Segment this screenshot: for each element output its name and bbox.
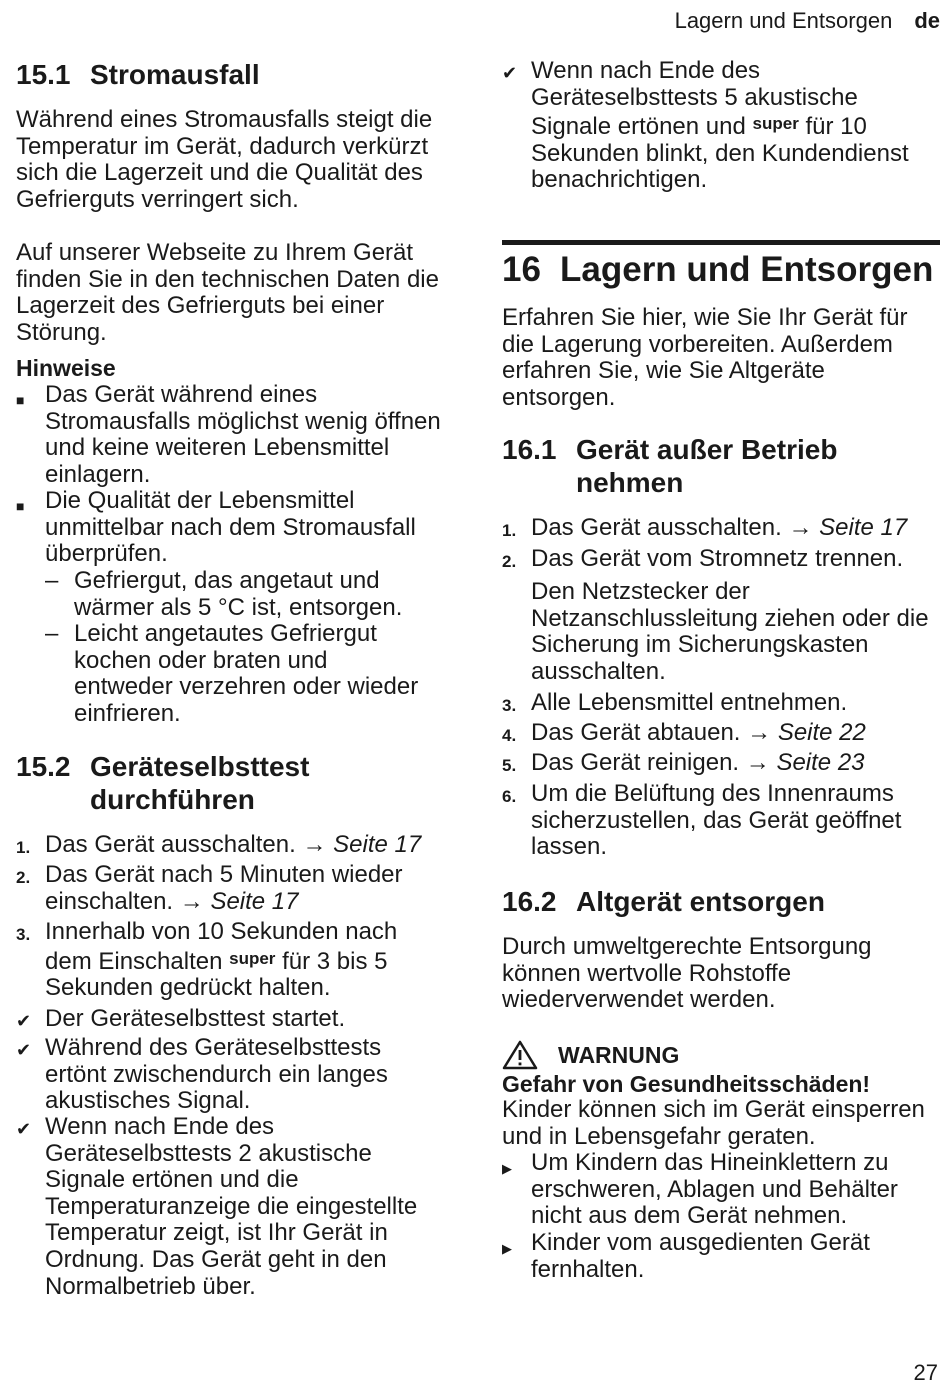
action-item <box>502 1230 942 1283</box>
step-text: Das Gerät vom Stromnetz trennen. <box>531 545 904 572</box>
list-item-text: Das Gerät während eines Stromausfalls möglichst wenig öffnen und keine weiteren Lebensmittel einlagern. <box>45 381 441 488</box>
super-button-symbol: super <box>752 114 799 134</box>
header-language: de <box>914 8 940 33</box>
dash-bullet-icon: – <box>45 567 59 594</box>
sub-list-item <box>45 568 465 621</box>
page-number: 27 <box>913 1360 938 1385</box>
result-item <box>16 1114 456 1300</box>
paragraph: Während eines Stromausfalls steigt die Temperatur im Gerät, dadurch verkürzt sich die Lagerzeit und die Qualität des Gefrierguts verringert sich. <box>16 106 433 213</box>
list-item-text: Leicht angetautes Gefriergut kochen oder braten und entweder verzehren oder wieder einfrieren. <box>74 620 419 727</box>
section-title: Altgerät entsorgen <box>576 886 825 917</box>
section-title: Stromausfall <box>90 59 260 90</box>
step-text: Das Gerät abtauen. <box>531 719 741 746</box>
chapter-title: Lagern und Entsorgen <box>560 250 934 289</box>
warning-header <box>502 1040 679 1070</box>
step-number: 5. <box>502 756 517 775</box>
check-icon: ✔ <box>16 1011 32 1031</box>
result-item <box>16 1006 456 1035</box>
arrow-right-icon: → <box>302 831 327 858</box>
action-text: Kinder vom ausgedienten Gerät fernhalten. <box>531 1229 870 1283</box>
step-text: Das Gerät ausschalten. <box>45 831 296 858</box>
page-reference[interactable]: Seite 17 <box>210 887 299 915</box>
arrow-right-icon: → <box>747 719 772 746</box>
step-text: Das Gerät ausschalten. <box>531 514 782 541</box>
warning-triangle-icon <box>502 1040 538 1070</box>
page-reference[interactable]: Seite 17 <box>333 831 422 858</box>
step-number: 3. <box>502 696 517 715</box>
step-text: für 3 bis 5 Sekunden gedrückt halten. <box>45 947 388 1002</box>
step-item <box>502 546 942 576</box>
list-item <box>16 382 446 488</box>
result-text: für 10 Sekunden blinkt, den Kundendienst benachrichtigen. <box>531 113 909 194</box>
step-text: Innerhalb von 10 Sekunden nach dem Einschalten <box>45 918 398 975</box>
paragraph: Erfahren Sie hier, wie Sie Ihr Gerät für die Lagerung vorbereiten. Außerdem erfahren Sie, wie Sie Altgeräte entsorgen. <box>502 304 908 411</box>
result-text: Der Geräteselbsttest startet. <box>45 1005 346 1032</box>
result-text: Während des Geräteselbsttests ertönt zwischendurch ein langes akustisches Signal. <box>45 1034 388 1115</box>
step-number: 2. <box>502 552 517 571</box>
step-item <box>502 515 942 545</box>
chapter-rule <box>502 240 940 245</box>
chapter-number: 16 <box>502 250 541 289</box>
arrow-right-icon: → <box>788 514 813 541</box>
heading-15-2 <box>16 750 456 816</box>
step-number: 6. <box>502 787 517 806</box>
step-number: 2. <box>16 868 31 887</box>
super-button-symbol: super <box>229 948 276 968</box>
warning-title: Gefahr von Gesundheitsschäden! <box>502 1071 871 1097</box>
paragraph: Durch umweltgerechte Entsorgung können wertvolle Rohstoffe wiederverwendet werden. <box>502 933 872 1014</box>
dash-bullet-icon: – <box>45 620 59 647</box>
paragraph: Auf unserer Webseite zu Ihrem Gerät finden Sie in den technischen Daten die Lagerzeit des Gefrierguts bei einer Störung. <box>16 239 439 346</box>
list-item <box>16 488 456 568</box>
heading-16 <box>502 250 933 290</box>
step-text: Um die Belüftung des Innenraums sicherzustellen, das Gerät geöffnet lassen. <box>531 780 902 861</box>
result-item <box>16 1035 431 1115</box>
square-bullet-icon: ■ <box>16 392 25 408</box>
step-item <box>16 919 426 1002</box>
section-title: Gerät außer Betrieb nehmen <box>576 434 838 498</box>
header-chapter: Lagern und Entsorgen <box>674 8 893 33</box>
arrow-right-icon: → <box>179 887 204 915</box>
heading-16-2 <box>502 885 825 918</box>
notes-title: Hinweise <box>16 355 116 381</box>
result-item <box>502 58 942 194</box>
page-reference[interactable]: Seite 23 <box>776 749 865 776</box>
check-icon: ✔ <box>502 63 518 83</box>
list-item-text: Die Qualität der Lebensmittel unmittelbar nach dem Stromausfall überprüfen. <box>45 487 416 568</box>
step-number: 1. <box>502 521 517 540</box>
section-number: 16.1 <box>502 434 557 465</box>
step-number: 4. <box>502 726 517 745</box>
section-number: 15.1 <box>16 59 71 90</box>
section-title: Geräteselbsttest durchführen <box>90 751 310 815</box>
triangle-bullet-icon: ▶ <box>502 1241 512 1256</box>
arrow-right-icon: → <box>745 749 770 776</box>
step-number: 1. <box>16 838 31 857</box>
page-header <box>675 8 940 34</box>
result-text: Wenn nach Ende des Geräteselbsttests 2 akustische Signale ertönen und die Temperaturanzeige die eingestellte Temperatur zeigt, ist Ihr Gerät in Ordnung. Das Gerät geht in den Normalbetrieb über. <box>45 1113 418 1300</box>
heading-15-1 <box>16 58 260 91</box>
step-detail: Den Netzstecker der Netzanschlussleitung ziehen oder die Sicherung im Sicherungskasten ausschalten. <box>531 578 929 685</box>
section-number: 16.2 <box>502 886 557 917</box>
step-item <box>502 690 942 720</box>
section-number: 15.2 <box>16 751 71 782</box>
step-text: Das Gerät reinigen. <box>531 749 740 776</box>
check-icon: ✔ <box>16 1040 32 1060</box>
action-item <box>502 1150 942 1230</box>
list-item-text: Gefriergut, das angetaut und wärmer als 5 °C ist, entsorgen. <box>74 567 403 621</box>
step-text: Alle Lebensmittel entnehmen. <box>531 689 848 716</box>
heading-16-1 <box>502 433 942 499</box>
warning-text: Kinder können sich im Gerät einsperren und in Lebensgefahr geraten. <box>502 1096 925 1150</box>
action-text: Um Kindern das Hineinklettern zu erschweren, Ablagen und Behälter nicht aus dem Gerät nehmen. <box>531 1149 898 1230</box>
step-item <box>502 720 942 750</box>
warning-label: WARNUNG <box>558 1041 680 1068</box>
page-reference[interactable]: Seite 22 <box>777 719 866 746</box>
step-item <box>16 832 456 862</box>
page-reference[interactable]: Seite 17 <box>819 514 908 541</box>
step-number: 3. <box>16 925 31 944</box>
step-item <box>502 781 942 861</box>
step-item <box>502 750 942 780</box>
step-item <box>16 862 436 915</box>
triangle-bullet-icon: ▶ <box>502 1161 512 1176</box>
check-icon: ✔ <box>16 1119 32 1139</box>
sub-list-item <box>45 621 425 727</box>
step-text: Das Gerät nach 5 Minuten wieder einschalten. <box>45 861 403 915</box>
result-text: Wenn nach Ende des Geräteselbsttests 5 akustische Signale ertönen und <box>531 57 858 141</box>
square-bullet-icon: ■ <box>16 498 25 514</box>
